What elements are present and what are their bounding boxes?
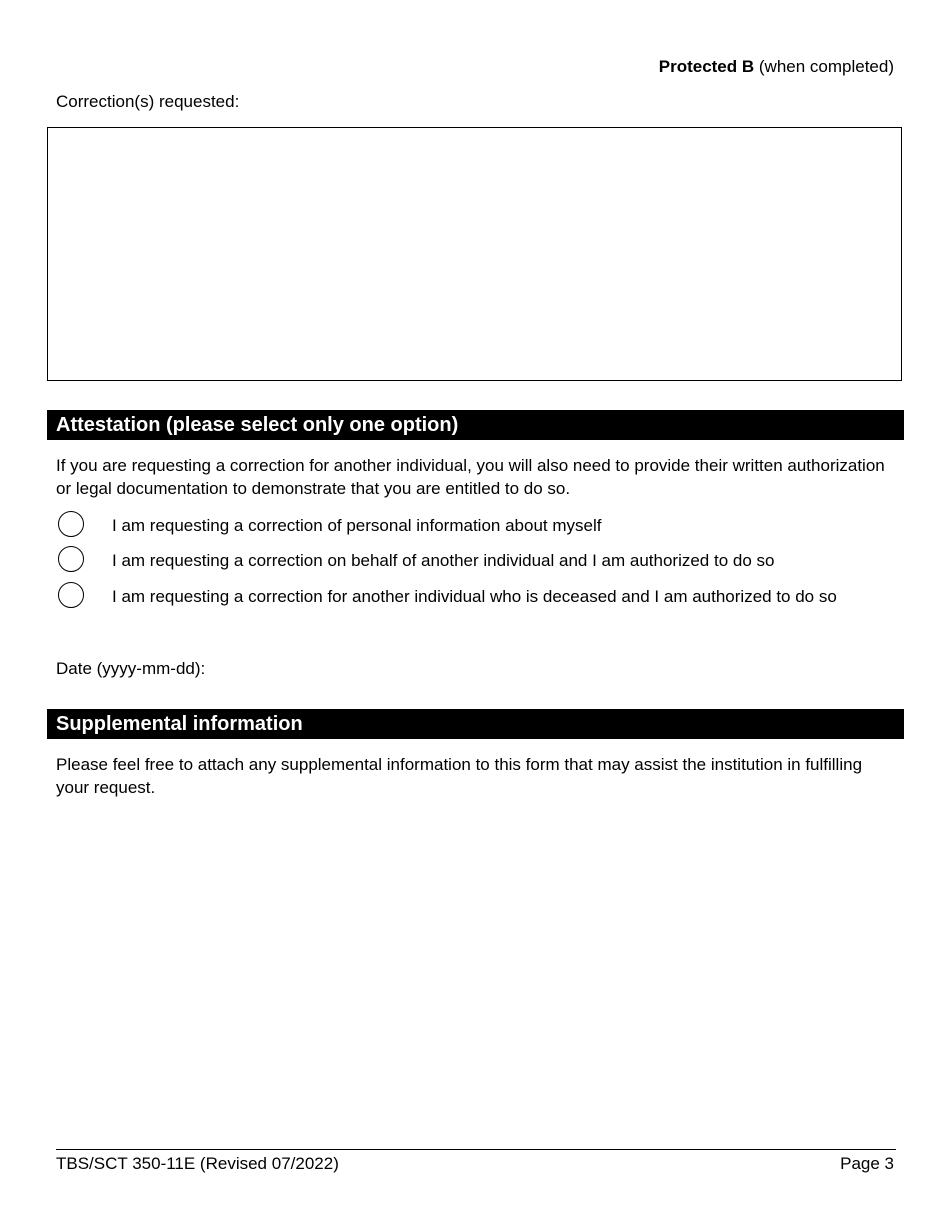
radio-button-on-behalf[interactable] [58, 546, 84, 572]
protected-qualifier: (when completed) [754, 57, 894, 76]
footer-divider [56, 1149, 896, 1150]
page-number: Page 3 [840, 1154, 894, 1173]
protected-b-marking [659, 57, 894, 77]
radio-button-deceased[interactable] [58, 582, 84, 608]
attestation-instructions: If you are requesting a correction for another individual, you will also need to provide their written authorization or legal documentation to demonstrate that you are entitled to do so. [56, 456, 885, 498]
radio-button-self[interactable] [58, 511, 84, 537]
option-label: I am requesting a correction for another individual who is deceased and I am authorized to do so [112, 587, 837, 606]
corrections-label: Correction(s) requested: [56, 92, 240, 111]
protected-label: Protected B [658, 57, 755, 76]
attestation-section-header: Attestation (please select only one option) [47, 410, 904, 440]
date-label: Date (yyyy-mm-dd): [56, 659, 206, 678]
corrections-text-field[interactable] [47, 127, 902, 381]
option-label: I am requesting a correction on behalf of another individual and I am authorized to do so [112, 551, 775, 570]
form-identifier: TBS/SCT 350-11E (Revised 07/2022) [56, 1154, 339, 1173]
supplemental-section-header: Supplemental information [47, 709, 904, 739]
option-label: I am requesting a correction of personal information about myself [112, 516, 602, 535]
supplemental-text: Please feel free to attach any supplemental information to this form that may assist the institution in fulfilling your request. [56, 755, 863, 797]
